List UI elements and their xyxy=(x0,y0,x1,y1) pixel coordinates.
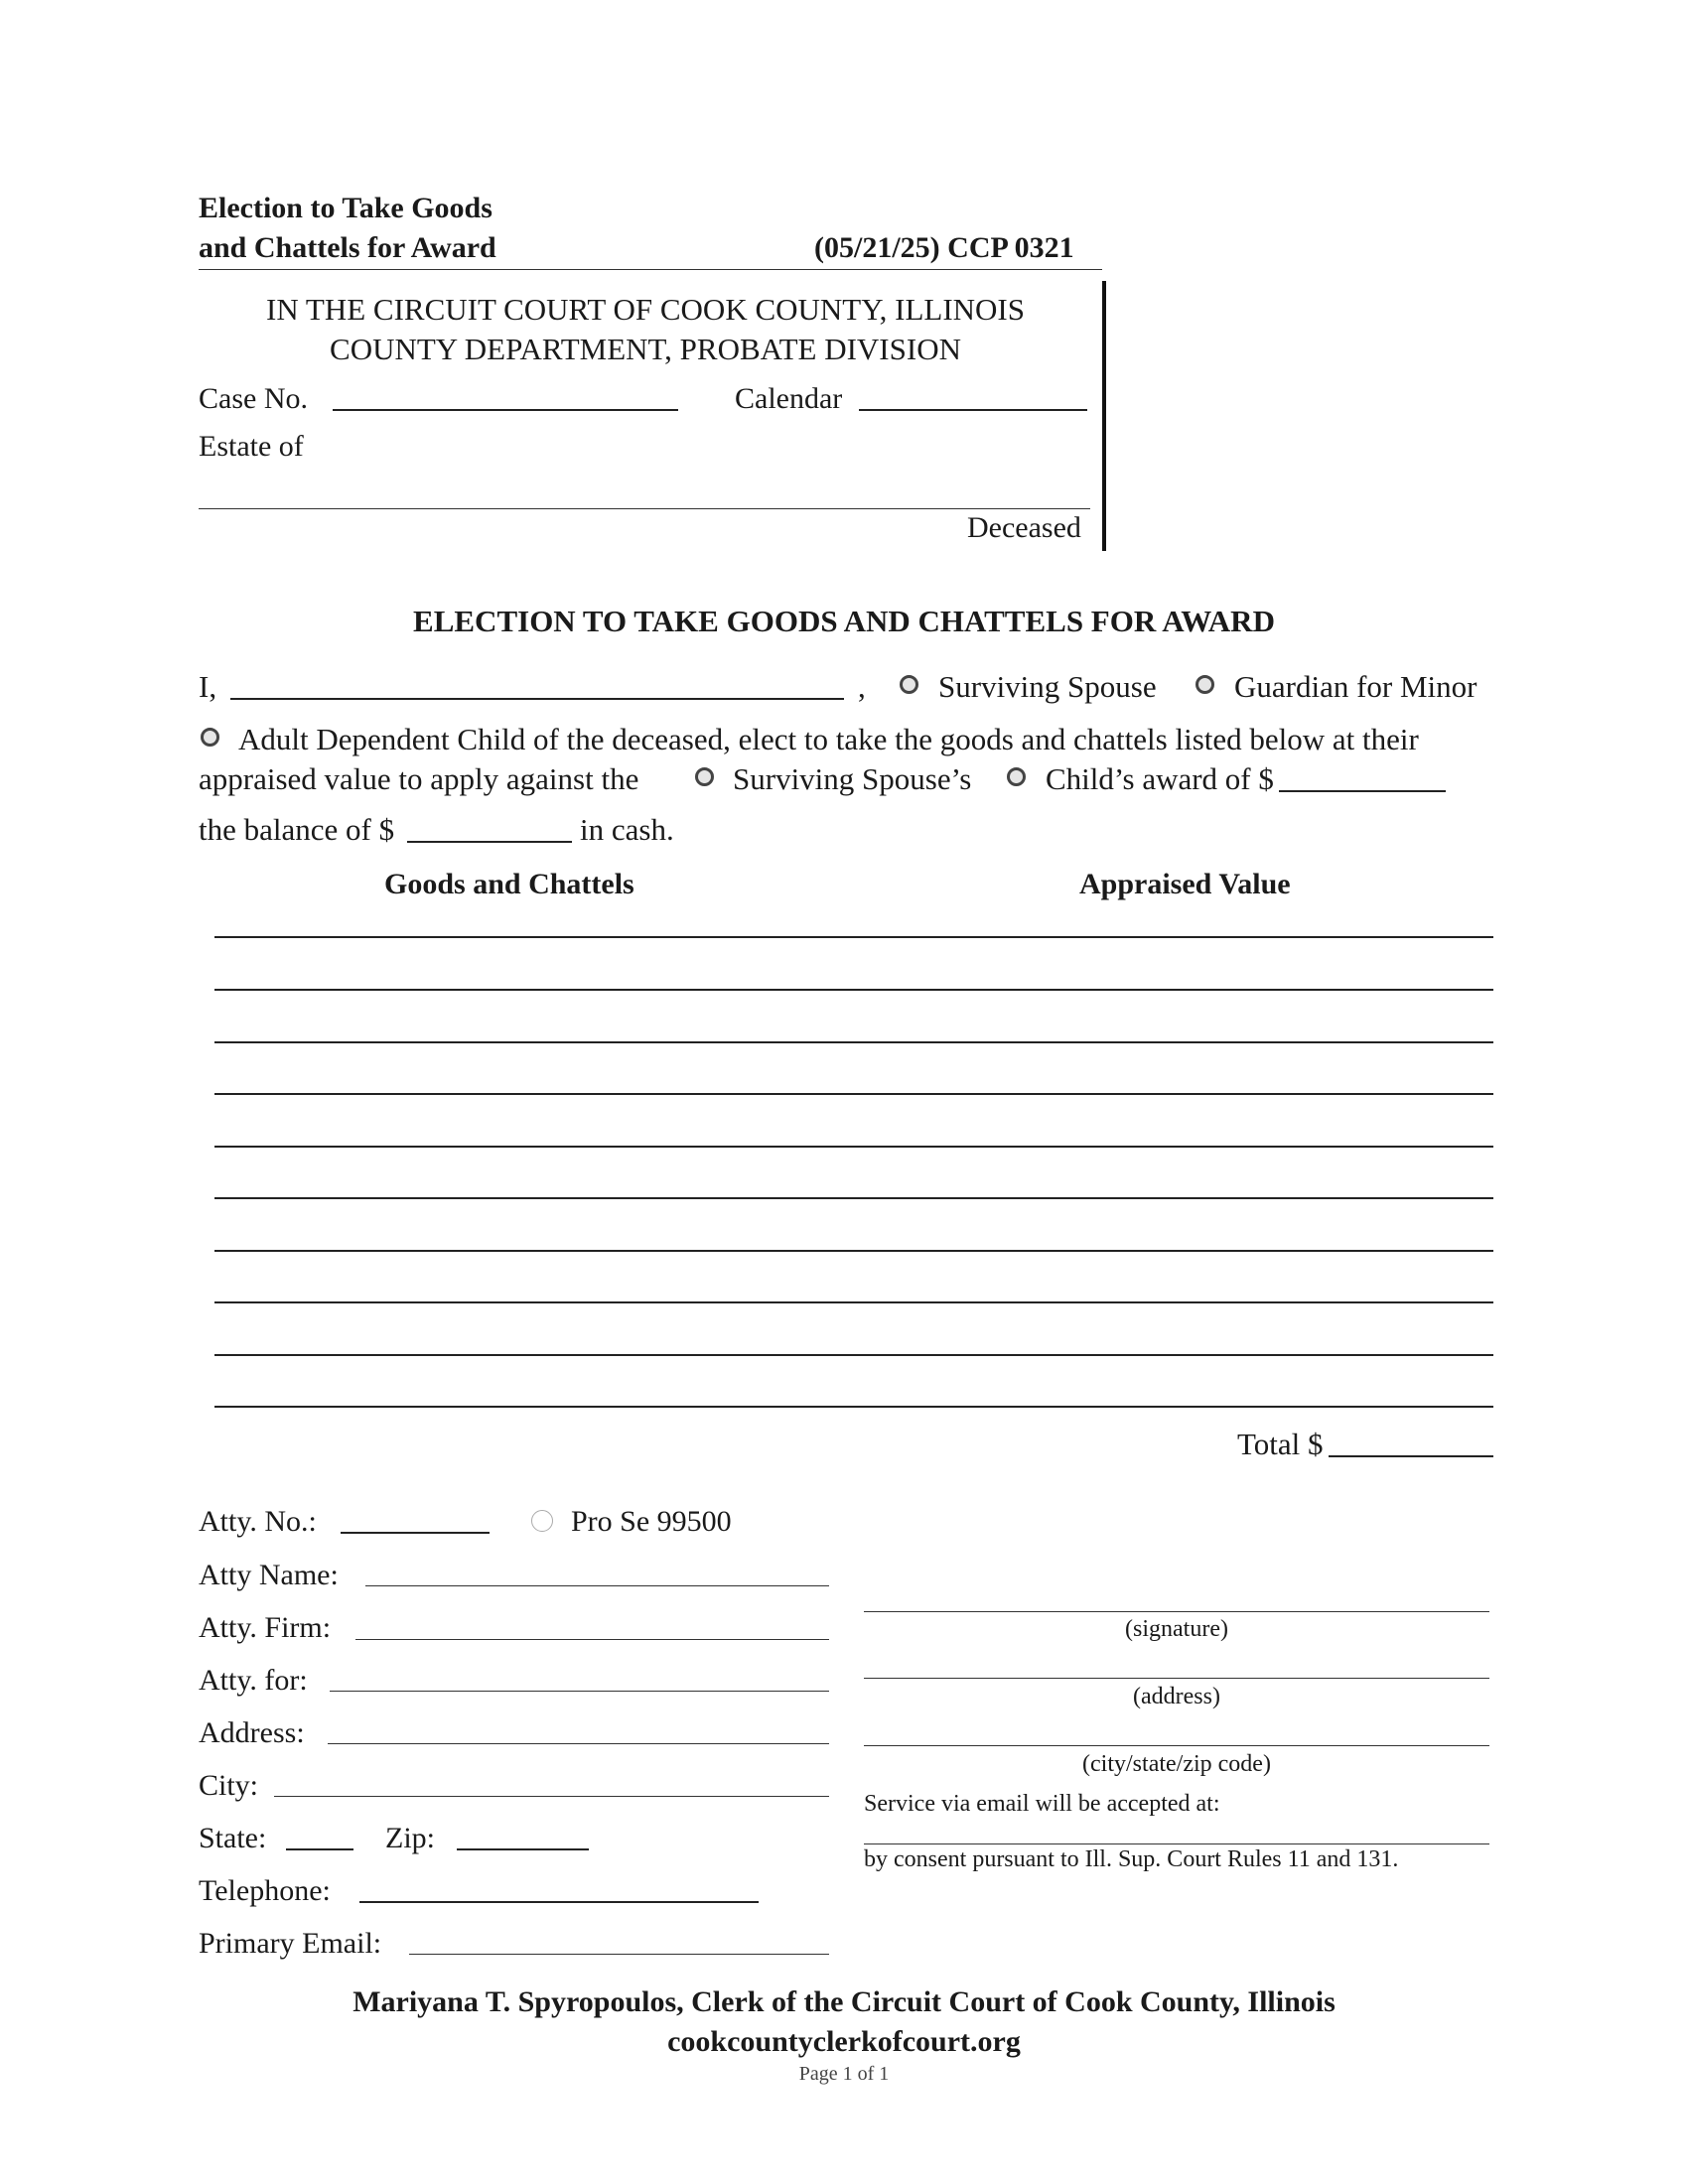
signature-field[interactable] xyxy=(864,1611,1489,1612)
email-label: Primary Email: xyxy=(199,1927,382,1960)
goods-row-line[interactable] xyxy=(214,1354,1493,1356)
telephone-label: Telephone: xyxy=(199,1874,331,1907)
balance-label: the balance of $ xyxy=(199,812,395,847)
goods-row-line[interactable] xyxy=(214,1041,1493,1043)
form-code: (05/21/25) CCP 0321 xyxy=(814,231,1074,264)
goods-row-line[interactable] xyxy=(214,989,1493,991)
goods-row-line[interactable] xyxy=(214,1406,1493,1408)
child-award-radio[interactable] xyxy=(1007,767,1026,786)
signer-city-field[interactable] xyxy=(864,1745,1489,1746)
goods-row-line[interactable] xyxy=(214,1146,1493,1148)
spouse-award-label: Surviving Spouse’s xyxy=(733,761,972,796)
deceased-label: Deceased xyxy=(967,511,1081,544)
guardian-minor-radio[interactable] xyxy=(1196,675,1214,694)
signer-address-field[interactable] xyxy=(864,1678,1489,1679)
adult-dependent-radio[interactable] xyxy=(201,728,219,747)
calendar-field[interactable] xyxy=(859,409,1087,411)
total-amount-field[interactable] xyxy=(1329,1455,1493,1457)
telephone-field[interactable] xyxy=(359,1901,759,1903)
pro-se-radio[interactable] xyxy=(531,1510,553,1532)
atty-for-field[interactable] xyxy=(330,1691,829,1692)
city-caption: (city/state/zip code) xyxy=(1082,1751,1271,1777)
clerk-footer: Mariyana T. Spyropoulos, Clerk of the Circuit Court of Cook County, Illinois xyxy=(352,1985,1336,2018)
adult-dependent-label: Adult Dependent Child of the deceased, elect to take the goods and chattels listed below at their xyxy=(238,722,1419,756)
child-award-label: Child’s award of $ xyxy=(1046,761,1274,796)
surviving-spouse-label: Surviving Spouse xyxy=(938,669,1157,704)
case-no-field[interactable] xyxy=(333,409,678,411)
goods-row-line[interactable] xyxy=(214,1301,1493,1303)
estate-name-field[interactable] xyxy=(199,508,1090,509)
city-label: City: xyxy=(199,1769,259,1802)
page-number: Page 1 of 1 xyxy=(798,2063,890,2085)
zip-field[interactable] xyxy=(457,1848,589,1850)
email-service-text: Service via email will be accepted at: xyxy=(864,1791,1220,1817)
caption-border xyxy=(1102,281,1106,551)
atty-firm-label: Atty. Firm: xyxy=(199,1611,332,1644)
goods-row-line[interactable] xyxy=(214,1250,1493,1252)
comma: , xyxy=(858,669,866,704)
balance-amount-field[interactable] xyxy=(407,841,572,843)
goods-row-line[interactable] xyxy=(214,1197,1493,1199)
city-field[interactable] xyxy=(274,1796,829,1797)
goods-row-line[interactable] xyxy=(214,936,1493,938)
atty-firm-field[interactable] xyxy=(355,1639,829,1640)
total-label: Total $ xyxy=(1237,1427,1324,1461)
guardian-minor-label: Guardian for Minor xyxy=(1234,669,1477,704)
zip-label: Zip: xyxy=(385,1822,435,1854)
signature-caption: (signature) xyxy=(1125,1616,1228,1642)
website-footer: cookcountyclerkofcourt.org xyxy=(667,2025,1021,2058)
appraised-text: appraised value to apply against the xyxy=(199,761,639,796)
i-label: I, xyxy=(199,669,217,704)
calendar-label: Calendar xyxy=(735,382,843,415)
value-column-header: Appraised Value xyxy=(1079,868,1291,900)
atty-name-field[interactable] xyxy=(365,1585,829,1586)
declarant-name-field[interactable] xyxy=(230,698,844,700)
atty-for-label: Atty. for: xyxy=(199,1664,308,1697)
court-name: IN THE CIRCUIT COURT OF COOK COUNTY, ILLINOIS xyxy=(266,292,1025,327)
form-title-line1: Election to Take Goods xyxy=(199,192,492,224)
address-field[interactable] xyxy=(328,1743,829,1744)
main-title: ELECTION TO TAKE GOODS AND CHATTELS FOR AWARD xyxy=(413,604,1275,638)
pro-se-label: Pro Se 99500 xyxy=(571,1505,732,1538)
case-no-label: Case No. xyxy=(199,382,308,415)
form-title-line2: and Chattels for Award xyxy=(199,231,496,264)
atty-name-label: Atty Name: xyxy=(199,1559,339,1591)
address-label: Address: xyxy=(199,1716,305,1749)
header-rule xyxy=(199,269,1102,270)
surviving-spouse-radio[interactable] xyxy=(900,675,918,694)
atty-no-field[interactable] xyxy=(341,1532,490,1534)
balance-suffix: in cash. xyxy=(580,812,674,847)
address-caption: (address) xyxy=(1133,1684,1220,1709)
court-division: COUNTY DEPARTMENT, PROBATE DIVISION xyxy=(330,332,961,366)
service-email-field[interactable] xyxy=(864,1843,1489,1844)
atty-no-label: Atty. No.: xyxy=(199,1505,317,1538)
goods-column-header: Goods and Chattels xyxy=(384,868,634,900)
consent-text: by consent pursuant to Ill. Sup. Court Rules 11 and 131. xyxy=(864,1846,1399,1872)
goods-row-line[interactable] xyxy=(214,1093,1493,1095)
estate-of-label: Estate of xyxy=(199,430,304,463)
state-label: State: xyxy=(199,1822,267,1854)
spouse-award-radio[interactable] xyxy=(695,767,714,786)
email-field[interactable] xyxy=(409,1954,829,1955)
award-amount-field[interactable] xyxy=(1279,790,1446,792)
state-field[interactable] xyxy=(286,1848,353,1850)
